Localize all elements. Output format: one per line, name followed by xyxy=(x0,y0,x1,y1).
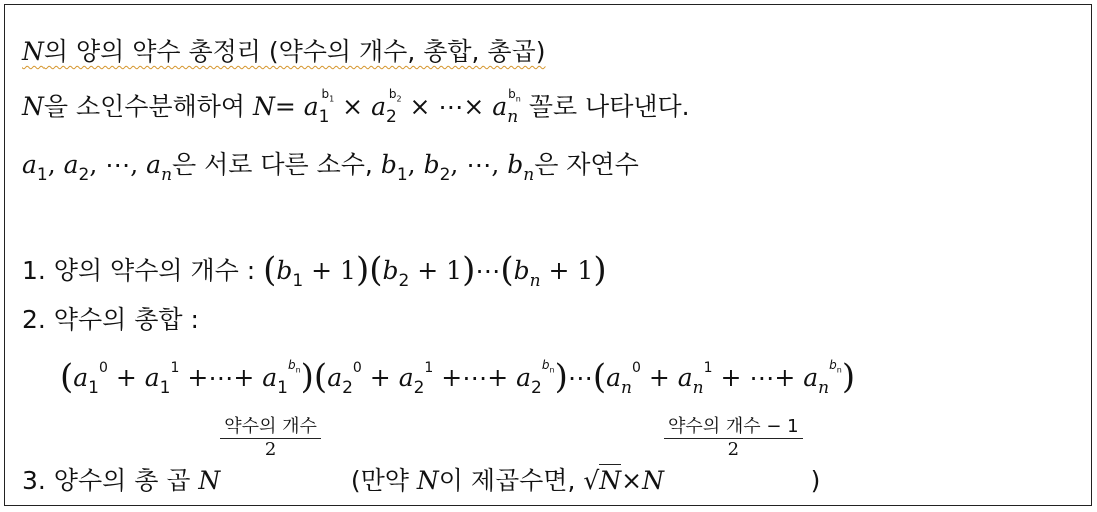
natural-text: 은 자연수 xyxy=(534,150,639,179)
exponent-fraction xyxy=(220,416,321,461)
sqrt-N: √N xyxy=(583,466,622,495)
form-text: 꼴로 나타낸다. xyxy=(528,92,690,121)
N-symbol: N xyxy=(22,37,44,66)
factorization-line: N을 소인수분해하여 $N= a_1^{b_1} \times a_2^{b_2}$ × ⋯× $a_n^{b_n}$ 꼴로 나타낸다. xyxy=(22,87,690,127)
exp2-denominator: 2 xyxy=(727,439,740,460)
exponent-fraction-2 xyxy=(664,416,803,461)
prime-text: 은 서로 다른 소수, xyxy=(172,150,381,179)
item-product: 3. 양수의 총 곱 N $\frac{\text{약수의 개수}}{2}$ (만약 N이 제곱수면, √N×N $\frac{\text{약수의 개수 − 1}}{2}$ ) xyxy=(22,416,821,495)
item2-label: 2. 약수의 총합 : xyxy=(22,305,199,334)
sum-formula: ($a_1^0 + a_1^1$ +⋯+ $a_1^{b_n})(a_2^0 + a_2^1$ +⋯+ $a_2^{b_n})\cdots(a_n^0 + a_n^1$ + ⋯+ $a_n^{b_n}$) xyxy=(60,357,856,398)
equation-lhs: N= xyxy=(252,92,296,121)
times-symbol: × xyxy=(621,466,643,495)
condition-open: (만약 xyxy=(350,466,417,495)
definitions-line: $a_1$, $a_2$, ⋯, $a_n$은 서로 다른 소수, $b_1$, $b_2$, ⋯, $b_n$은 자연수 xyxy=(22,150,639,185)
title-line xyxy=(22,37,545,67)
exp-numerator: 약수의 개수 xyxy=(220,416,321,439)
item1-label: 1. 양의 약수의 개수 : xyxy=(22,256,256,285)
item-sum xyxy=(22,305,199,335)
item3-label: 3. 양수의 총 곱 xyxy=(22,466,191,495)
title-text: 의 양의 약수 총정리 (약수의 개수, 총합, 총곱) xyxy=(43,37,546,66)
condition-close: ) xyxy=(810,466,821,495)
N-symbol: N xyxy=(22,92,44,121)
exp-denominator: 2 xyxy=(264,439,277,460)
factorization-text: 을 소인수분해하여 xyxy=(43,92,253,121)
item-count: 1. 양의 약수의 개수 : $(b_1 + 1)(b_2$ + $1)\cdots(b_n + 1)$ xyxy=(22,250,607,291)
condition-text: 이 제곱수면, xyxy=(438,466,584,495)
N-symbol: N xyxy=(198,466,221,495)
exp2-numerator: 약수의 개수 − 1 xyxy=(664,416,803,439)
